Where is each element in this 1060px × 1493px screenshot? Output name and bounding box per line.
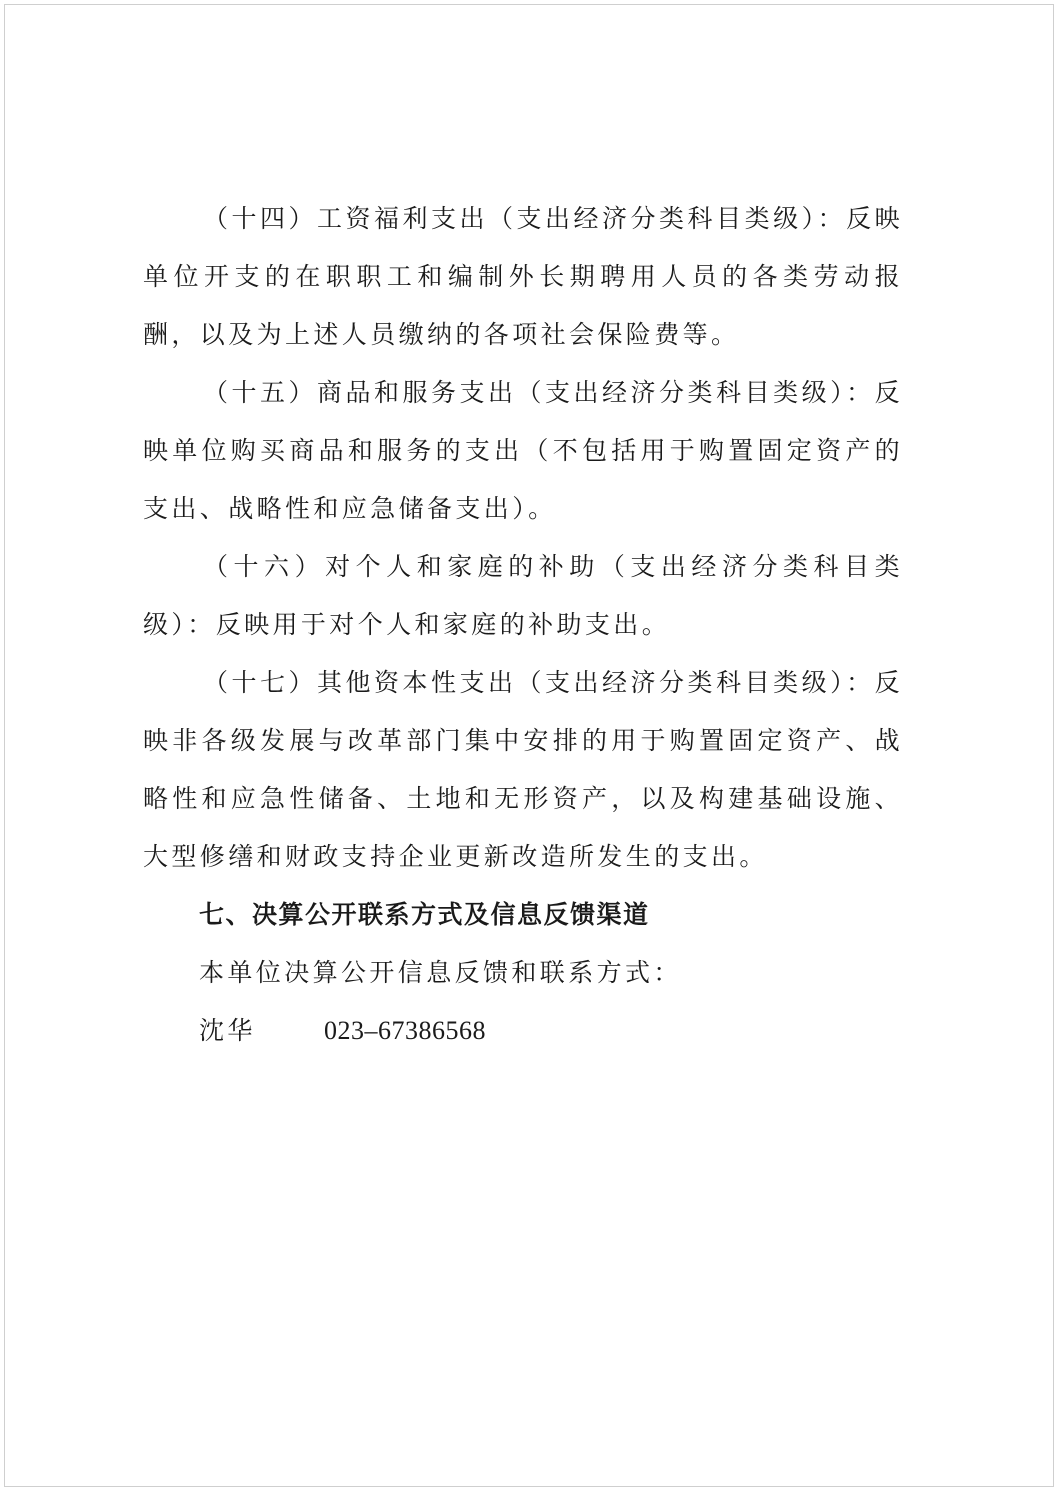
contact-name: 沈华 xyxy=(199,1016,256,1045)
contact-intro: 本单位决算公开信息反馈和联系方式： xyxy=(199,958,682,987)
section-heading: 七、决算公开联系方式及信息反馈渠道 xyxy=(199,900,650,929)
paragraph-household-subsidy: （十六）对个人和家庭的补助（支出经济分类科目类级）：反映用于对个人和家庭的补助支出。 xyxy=(143,552,903,639)
contact-line xyxy=(143,1002,903,1060)
document-body xyxy=(143,190,903,1060)
contact-phone: 023–67386568 xyxy=(324,1016,486,1045)
paragraph-goods-services: （十五）商品和服务支出（支出经济分类科目类级）：反映单位购买商品和服务的支出（不包括用于购置固定资产的支出、战略性和应急储备支出）。 xyxy=(143,378,903,523)
paragraph-other-capital: （十七）其他资本性支出（支出经济分类科目类级）：反映非各级发展与改革部门集中安排的用于购置固定资产、战略性和应急性储备、土地和无形资产，以及构建基础设施、大型修缮和财政支持企业更新改造所发生的支出。 xyxy=(143,668,903,871)
paragraph-wage-welfare: （十四）工资福利支出（支出经济分类科目类级）：反映单位开支的在职职工和编制外长期聘用人员的各类劳动报酬，以及为上述人员缴纳的各项社会保险费等。 xyxy=(143,204,903,349)
